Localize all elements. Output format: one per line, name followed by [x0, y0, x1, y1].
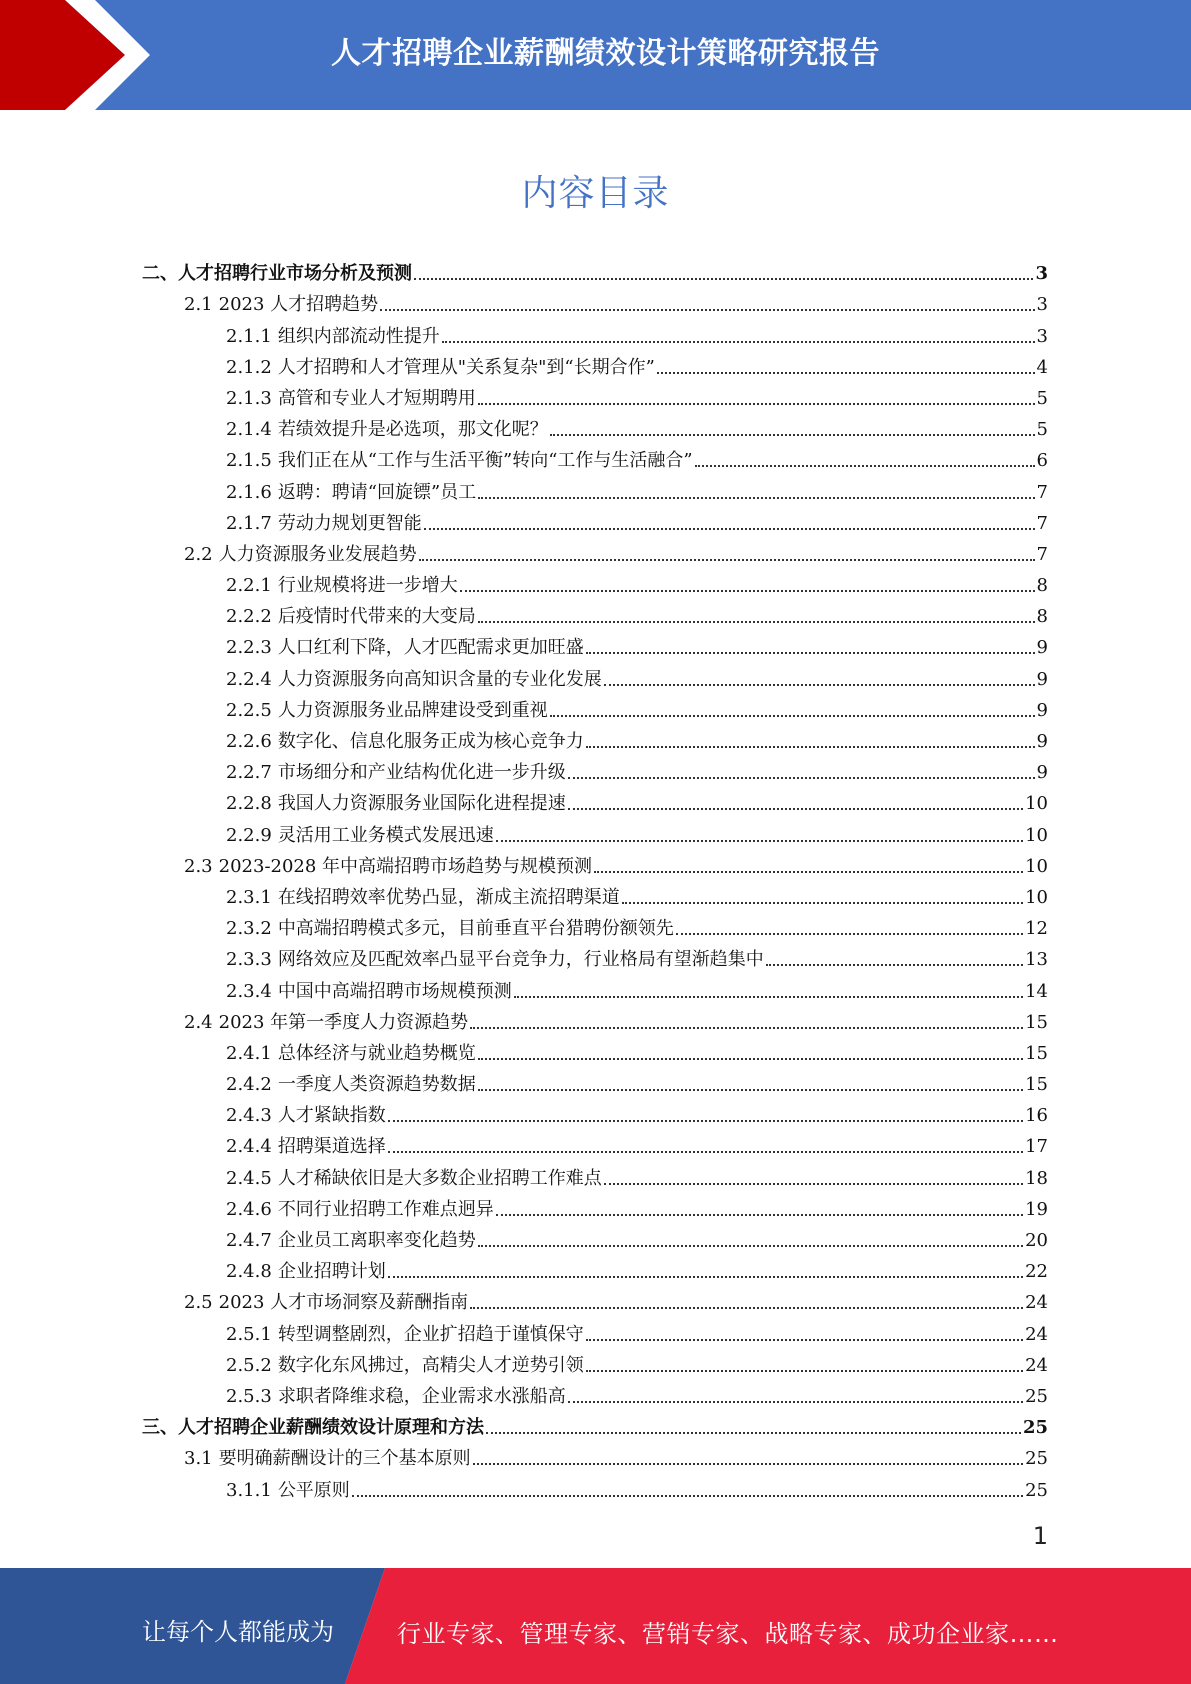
toc-dot-leader: [586, 746, 1035, 748]
toc-entry-label: [226, 731, 584, 753]
toc-entry[interactable]: [0, 847, 1191, 878]
toc-entry-page: 15: [1025, 1074, 1048, 1096]
toc-entry-page: 3: [1035, 263, 1048, 285]
toc-entry-label: [226, 513, 422, 535]
toc-entry[interactable]: [0, 410, 1191, 441]
toc-entry[interactable]: [0, 1096, 1191, 1127]
toc-entry-text: 返聘：聘请“回旋镖”员工: [277, 481, 477, 503]
toc-entry-text: 中国中高端招聘市场规模预测: [277, 980, 512, 1002]
toc-entry-page: 15: [1025, 1011, 1048, 1033]
toc-entry-text: 若绩效提升是必选项，那文化呢？: [277, 419, 548, 441]
toc-entry-number: 2.1.2: [226, 356, 272, 378]
toc-entry-number: 2.2.9: [226, 824, 272, 846]
toc-entry-page: 9: [1036, 699, 1048, 721]
toc-entry-label: [226, 388, 476, 410]
toc-dot-leader: [486, 1432, 1021, 1434]
toc-title: 内容目录: [521, 173, 670, 214]
toc-entry-page: 10: [1025, 855, 1048, 877]
toc-entry[interactable]: [0, 535, 1191, 566]
toc-entry-number: 2.3.1: [226, 886, 272, 908]
toc-entry-text: 我们正在从“工作与生活平衡”转向“工作与生活融合”: [277, 450, 693, 472]
toc-entry-page: 16: [1025, 1105, 1048, 1127]
footer-slogan-left: 让每个人都能成为: [142, 1618, 334, 1646]
toc-entry-number: 2.1.3: [226, 387, 272, 409]
toc-entry-number: 3.1: [184, 1448, 213, 1470]
toc-dot-leader: [388, 1151, 1023, 1153]
toc-entry-label: [184, 1292, 468, 1314]
toc-entry-number: 2.4.8: [226, 1261, 272, 1283]
toc-entry[interactable]: [0, 1065, 1191, 1096]
toc-entry[interactable]: [0, 348, 1191, 379]
toc-entry-text: 后疫情时代带来的大变局: [277, 606, 476, 628]
toc-entry-label: [184, 294, 378, 316]
toc-entry[interactable]: [0, 1439, 1191, 1470]
page-number: 1: [1032, 1522, 1048, 1550]
toc-dot-leader: [514, 996, 1023, 998]
toc-entry-label: [184, 544, 417, 566]
toc-entry-page: 22: [1025, 1261, 1048, 1283]
toc-entry[interactable]: [0, 1283, 1191, 1314]
page-footer: [0, 1568, 1191, 1684]
toc-entry-number: 2.4.2: [226, 1074, 272, 1096]
toc-dot-leader: [766, 964, 1023, 966]
toc-entry-label: [184, 1012, 468, 1034]
toc-entry-number: 2.1.7: [226, 512, 272, 534]
toc-entry-label: [226, 1386, 566, 1408]
toc-entry-page: 24: [1025, 1354, 1048, 1376]
toc-dot-leader: [586, 1370, 1023, 1372]
toc-entry-label: [226, 1199, 494, 1221]
toc-entry-number: 2.2.7: [226, 762, 272, 784]
toc-entry-label: [226, 419, 548, 441]
toc-dot-leader: [496, 840, 1023, 842]
toc-dot-leader: [470, 1027, 1023, 1029]
toc-entry-page: 25: [1025, 1385, 1048, 1407]
toc-entry-text: 人力资源服务业发展趋势: [218, 543, 417, 565]
toc-entry[interactable]: [0, 472, 1191, 503]
toc-entry-label: [226, 1261, 386, 1283]
toc-entry[interactable]: [0, 1346, 1191, 1377]
toc-entry-page: 10: [1025, 886, 1048, 908]
toc-entry[interactable]: [0, 940, 1191, 971]
toc-entry-text: 一季度人类资源趋势数据: [277, 1074, 476, 1096]
toc-entry-text: 2023-2028 年中高端招聘市场趋势与规模预测: [218, 855, 593, 877]
toc-entry-number: 2.3.3: [226, 949, 272, 971]
toc-dot-leader: [568, 1401, 1023, 1403]
toc-entry-label: [142, 263, 412, 285]
toc-entry-number: 2.4.6: [226, 1198, 272, 1220]
toc-entry-page: 8: [1036, 575, 1048, 597]
toc-entry-page: 14: [1025, 980, 1048, 1002]
toc-entry[interactable]: [0, 722, 1191, 753]
footer-slogan-right: 行业专家、管理专家、营销专家、战略专家、成功企业家……: [397, 1620, 1059, 1648]
toc-dot-leader: [478, 403, 1035, 405]
toc-entry-text: 2023 年第一季度人力资源趋势: [218, 1011, 469, 1033]
toc-entry-label: [184, 856, 592, 878]
toc-entry[interactable]: [0, 909, 1191, 940]
toc-dot-leader: [470, 1307, 1023, 1309]
toc-entry-text: 人力资源服务向高知识含量的专业化发展: [277, 668, 602, 690]
toc-entry-number: 2.4: [184, 1011, 213, 1033]
toc-entry-page: 10: [1025, 824, 1048, 846]
toc-entry-page: 4: [1036, 356, 1048, 378]
toc-entry-text: 中高端招聘模式多元，目前垂直平台猎聘份额领先: [277, 918, 674, 940]
toc-entry-number: 2.2.8: [226, 793, 272, 815]
toc-entry[interactable]: [0, 316, 1191, 347]
toc-entry[interactable]: [0, 1221, 1191, 1252]
toc-entry-number: 2.3.4: [226, 980, 272, 1002]
toc-entry-label: [226, 326, 440, 348]
toc-entry-label: [184, 1448, 471, 1470]
toc-entry-number: 2.5.3: [226, 1385, 272, 1407]
toc-entry-text: 2023 人才市场洞察及薪酬指南: [218, 1292, 469, 1314]
toc-entry-label: [226, 887, 620, 909]
toc-entry-text: 数字化东风拂过，高精尖人才逆势引领: [277, 1354, 584, 1376]
toc-entry-text: 行业规模将进一步增大: [277, 575, 458, 597]
toc-dot-leader: [380, 309, 1034, 311]
toc-entry[interactable]: [0, 285, 1191, 316]
toc-dot-leader: [496, 1214, 1023, 1216]
toc-entry-number: 2.2.6: [226, 731, 272, 752]
toc-entry-label: [226, 1043, 476, 1065]
toc-entry[interactable]: [0, 784, 1191, 815]
toc-dot-leader: [695, 465, 1035, 467]
toc-entry-label: [226, 669, 602, 691]
toc-entry[interactable]: [0, 1190, 1191, 1221]
toc-entry-number: 2.2.4: [226, 668, 272, 690]
toc-entry[interactable]: [0, 691, 1191, 722]
toc-entry-label: [226, 1136, 386, 1158]
toc-entry[interactable]: [0, 566, 1191, 597]
toc-entry[interactable]: [0, 971, 1191, 1002]
toc-entry[interactable]: [0, 1158, 1191, 1189]
toc-dot-leader: [568, 777, 1035, 779]
toc-entry-page: 7: [1036, 512, 1048, 534]
toc-entry-label: [226, 981, 512, 1003]
toc-dot-leader: [478, 1245, 1023, 1247]
toc-dot-leader: [424, 528, 1035, 530]
toc-entry-number: 2.4.3: [226, 1105, 272, 1127]
toc-entry-text: 数字化、信息化服务正成为核心竞争力: [277, 731, 584, 752]
toc-entry[interactable]: [0, 1127, 1191, 1158]
toc-dot-leader: [419, 559, 1035, 561]
toc-entry-page: 15: [1025, 1042, 1048, 1064]
toc-dot-leader: [478, 621, 1035, 623]
toc-entry[interactable]: [0, 254, 1191, 285]
toc-entry-text: 总体经济与就业趋势概览: [277, 1042, 476, 1064]
toc-entry-label: [226, 825, 494, 847]
toc-entry-text: 组织内部流动性提升: [277, 325, 440, 347]
toc-entry-text: 企业员工离职率变化趋势: [277, 1230, 476, 1251]
toc-entry-text: 在线招聘效率优势凸显，渐成主流招聘渠道: [277, 886, 620, 908]
toc-entry-number: 2.3: [184, 855, 213, 877]
toc-dot-leader: [604, 684, 1035, 686]
toc-entry-page: 18: [1025, 1167, 1048, 1189]
toc-entry-page: 12: [1025, 918, 1048, 940]
toc-entry-label: [226, 1074, 476, 1096]
toc-entry-number: 2.5: [184, 1292, 213, 1314]
toc-entry-label: [226, 949, 764, 971]
toc-entry-text: 劳动力规划更智能: [277, 512, 422, 534]
toc-entry-text: 招聘渠道选择: [277, 1136, 386, 1158]
toc-entry-page: 9: [1036, 762, 1048, 784]
toc-entry-page: 25: [1025, 1448, 1048, 1470]
toc-entry-page: 5: [1036, 387, 1048, 409]
toc-entry-page: 7: [1036, 543, 1048, 565]
toc-entry-label: [226, 1355, 584, 1377]
toc-entry-label: [226, 1168, 602, 1190]
toc-entry[interactable]: [0, 878, 1191, 909]
toc-entry-text: 人才紧缺指数: [277, 1105, 386, 1127]
toc-entry-page: 25: [1025, 1479, 1048, 1501]
toc-entry-text: 人才招聘行业市场分析及预测: [178, 263, 412, 285]
toc-entry-number: 2.2: [184, 543, 213, 565]
toc-entry-text: 人才招聘企业薪酬绩效设计原理和方法: [178, 1417, 484, 1439]
toc-entry-page: 8: [1036, 606, 1048, 628]
toc-dot-leader: [388, 1276, 1023, 1278]
toc-dot-leader: [442, 341, 1035, 343]
toc-entry-text: 人口红利下降，人才匹配需求更加旺盛: [277, 637, 584, 659]
toc-entry-number: 2.1.5: [226, 450, 272, 472]
toc-entry-page: 10: [1025, 793, 1048, 815]
toc-entry-text: 高管和专业人才短期聘用: [277, 387, 476, 409]
toc-entry-label: [226, 1480, 350, 1502]
toc-entry-text: 人才稀缺依旧是大多数企业招聘工作难点: [277, 1167, 602, 1189]
toc-entry-number: 2.4.1: [226, 1042, 272, 1064]
toc-entry[interactable]: [0, 753, 1191, 784]
toc-entry[interactable]: [0, 1408, 1191, 1439]
toc-entry[interactable]: [0, 441, 1191, 472]
toc-entry-page: 9: [1036, 637, 1048, 659]
toc-entry-number: 2.4.4: [226, 1136, 272, 1158]
toc-entry-label: [226, 606, 476, 628]
toc-entry-number: 2.2.2: [226, 606, 272, 628]
toc-dot-leader: [460, 590, 1035, 592]
toc-entry-page: 25: [1022, 1417, 1048, 1439]
toc-entry-page: 13: [1025, 949, 1048, 971]
toc-entry-text: 2023 人才招聘趋势: [218, 294, 379, 316]
toc-dot-leader: [550, 715, 1035, 717]
toc-entry-number: 2.1.1: [226, 325, 272, 347]
toc-entry-text: 灵活用工业务模式发展迅速: [277, 824, 494, 846]
toc-list: [0, 254, 1191, 1502]
toc-dot-leader: [473, 1463, 1023, 1465]
toc-entry-label: [226, 357, 655, 379]
toc-entry-label: [142, 1417, 484, 1439]
toc-entry-label: [226, 575, 458, 597]
toc-dot-leader: [352, 1495, 1023, 1497]
toc-entry-text: 公平原则: [277, 1479, 350, 1501]
toc-dot-leader: [478, 497, 1034, 499]
toc-entry-number: 2.4.7: [226, 1230, 272, 1251]
toc-dot-leader: [478, 1058, 1023, 1060]
toc-dot-leader: [478, 1089, 1023, 1091]
toc-entry-number: 2.5.1: [226, 1323, 272, 1345]
toc-entry-text: 人才招聘和人才管理从"关系复杂"到“长期合作”: [277, 356, 655, 378]
toc-dot-leader: [604, 1183, 1023, 1185]
toc-entry[interactable]: [0, 379, 1191, 410]
toc-entry[interactable]: [0, 1470, 1191, 1501]
toc-entry-number: 2.1.6: [226, 481, 272, 503]
toc-entry-label: [226, 918, 674, 940]
toc-entry-number: 2.2.3: [226, 637, 272, 659]
toc-dot-leader: [676, 933, 1023, 935]
toc-entry-label: [226, 1324, 584, 1346]
toc-dot-leader: [622, 902, 1023, 904]
toc-dot-leader: [586, 652, 1035, 654]
toc-entry-page: 6: [1036, 450, 1048, 472]
toc-entry-text: 人力资源服务业品牌建设受到重视: [277, 699, 548, 721]
toc-entry-page: 19: [1025, 1198, 1048, 1220]
page-header: [0, 0, 1191, 110]
toc-entry-number: 2.4.5: [226, 1167, 272, 1189]
toc-entry-number: 2.1: [184, 294, 213, 316]
toc-entry-number: 2.2.1: [226, 575, 272, 597]
toc-entry[interactable]: [0, 597, 1191, 628]
toc-entry-page: 24: [1025, 1323, 1048, 1345]
toc-entry-label: [226, 1230, 476, 1252]
toc-entry-text: 网络效应及匹配效率凸显平台竞争力，行业格局有望渐趋集中: [277, 949, 764, 971]
toc-entry-label: [226, 450, 693, 472]
toc-entry[interactable]: [0, 815, 1191, 846]
toc-entry-label: [226, 762, 566, 784]
toc-entry[interactable]: [0, 1377, 1191, 1408]
toc-entry-text: 企业招聘计划: [277, 1261, 386, 1283]
toc-entry-page: 24: [1025, 1292, 1048, 1314]
toc-entry[interactable]: [0, 1314, 1191, 1345]
toc-entry-number: 3.1.1: [226, 1479, 272, 1501]
toc-entry-page: 9: [1036, 731, 1048, 752]
toc-entry-number: 2.1.4: [226, 419, 272, 441]
toc-entry[interactable]: [0, 628, 1191, 659]
toc-entry-text: 要明确薪酬设计的三个基本原则: [218, 1448, 471, 1470]
toc-entry-page: 5: [1036, 419, 1048, 441]
toc-dot-leader: [388, 1120, 1023, 1122]
toc-dot-leader: [550, 434, 1035, 436]
toc-entry-label: [226, 482, 476, 504]
toc-entry-page: 17: [1025, 1136, 1048, 1158]
toc-entry-number: 三、: [142, 1417, 178, 1439]
toc-entry-label: [226, 700, 548, 722]
toc-entry[interactable]: [0, 659, 1191, 690]
toc-entry-number: 2.2.5: [226, 699, 272, 721]
toc-entry-page: 9: [1036, 668, 1048, 690]
toc-entry-number: 2.5.2: [226, 1354, 272, 1376]
header-title: 人才招聘企业薪酬绩效设计策略研究报告: [331, 36, 880, 71]
toc-entry-number: 二、: [142, 263, 178, 285]
toc-entry-number: 2.3.2: [226, 918, 272, 940]
toc-dot-leader: [586, 1339, 1023, 1341]
toc-dot-leader: [568, 808, 1023, 810]
toc-entry-text: 求职者降维求稳，企业需求水涨船高: [277, 1385, 566, 1407]
toc-entry-page: 20: [1025, 1230, 1048, 1251]
toc-entry[interactable]: [0, 1003, 1191, 1034]
toc-entry-label: [226, 1105, 386, 1127]
toc-entry-page: 3: [1036, 294, 1048, 316]
toc-dot-leader: [657, 372, 1035, 374]
toc-entry[interactable]: [0, 504, 1191, 535]
toc-entry-text: 市场细分和产业结构优化进一步升级: [277, 762, 566, 784]
toc-entry-text: 不同行业招聘工作难点迥异: [277, 1198, 494, 1220]
toc-entry-page: 7: [1036, 481, 1048, 503]
toc-entry-page: 3: [1036, 325, 1048, 347]
toc-entry-label: [226, 793, 566, 815]
toc-entry-label: [226, 637, 584, 659]
toc-entry-text: 我国人力资源服务业国际化进程提速: [277, 793, 566, 815]
toc-dot-leader: [414, 278, 1033, 280]
toc-dot-leader: [594, 871, 1023, 873]
toc-entry-text: 转型调整剧烈，企业扩招趋于谨慎保守: [277, 1323, 584, 1345]
toc-entry[interactable]: [0, 1252, 1191, 1283]
toc-entry[interactable]: [0, 1034, 1191, 1065]
